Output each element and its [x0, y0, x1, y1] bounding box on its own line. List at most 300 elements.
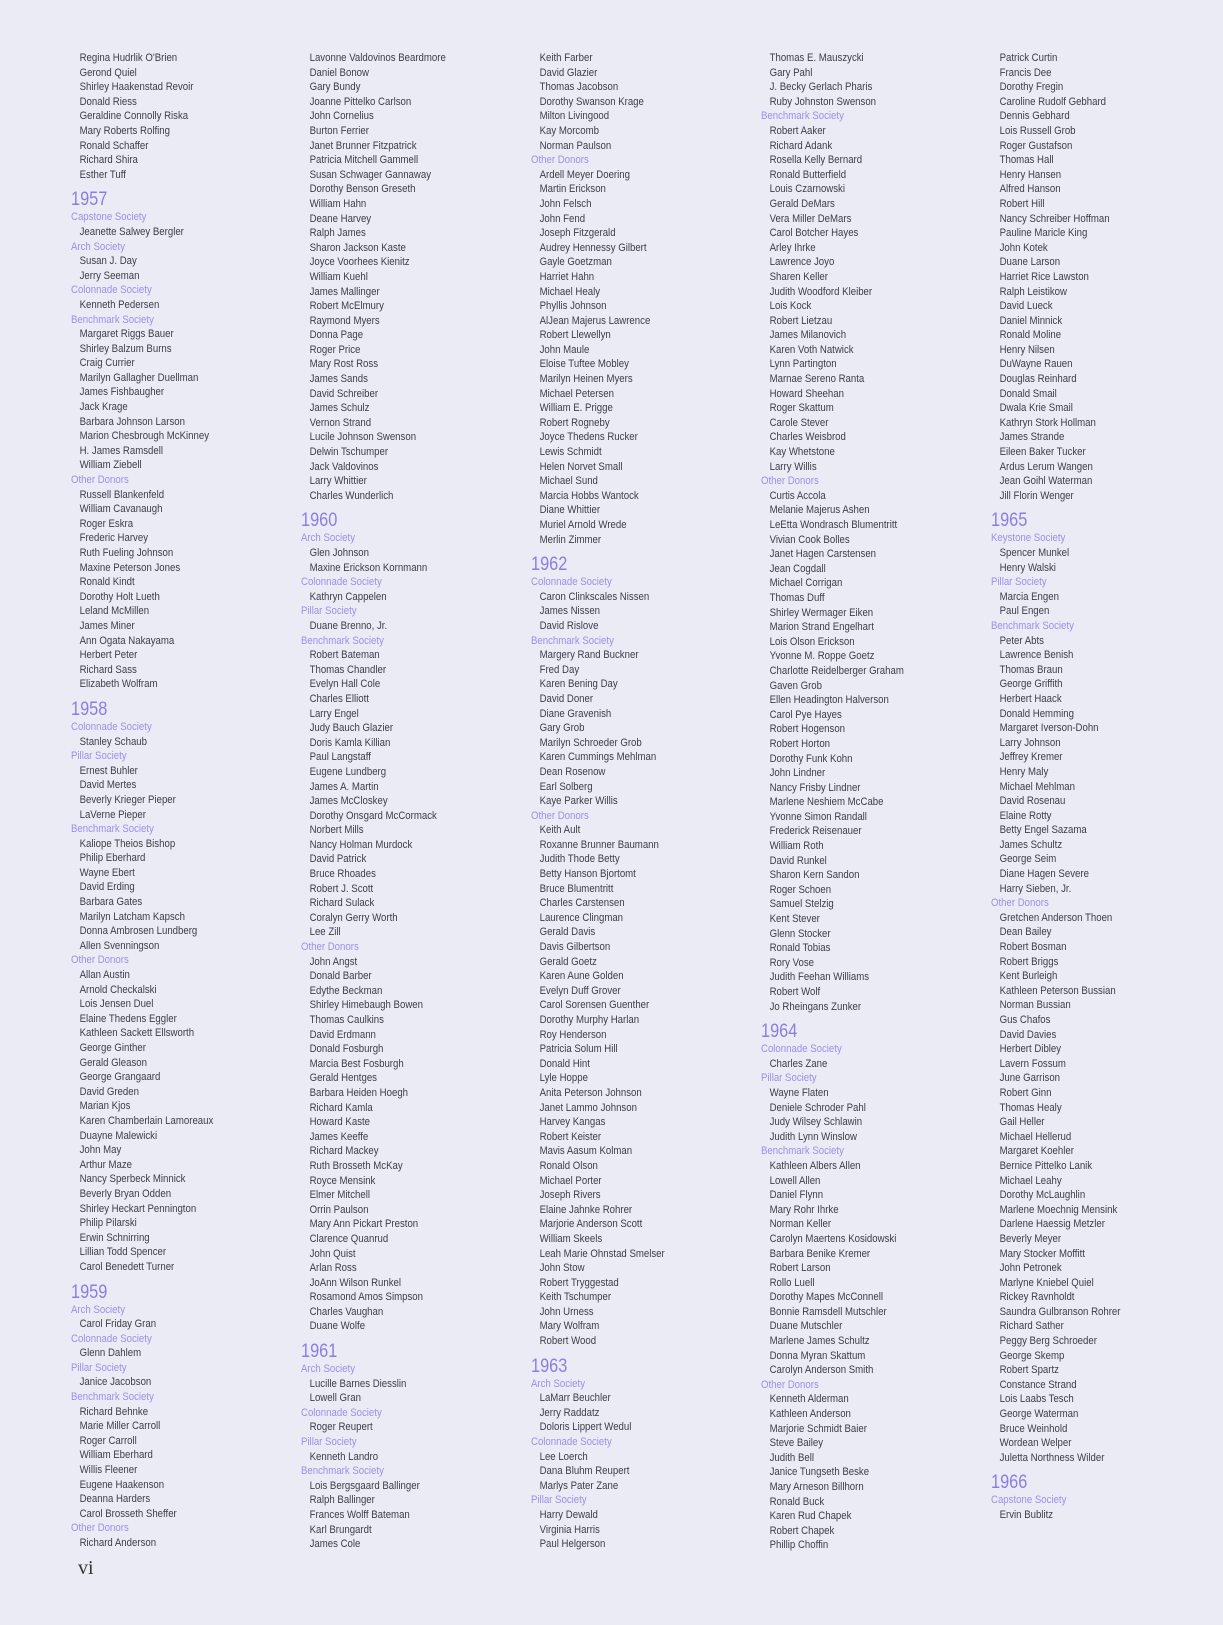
donor-name: Henry Nilsen	[999, 343, 1055, 356]
donor-name: James Milanovich	[769, 329, 847, 342]
donor-name: James Keeffe	[309, 1130, 369, 1143]
donor-name: Rory Vose	[769, 956, 814, 969]
donor-name: Ronald Buck	[769, 1495, 825, 1508]
donor-name: Keith Ault	[539, 824, 581, 837]
donor-name: Richard Behnke	[79, 1405, 149, 1418]
donor-name: Elaine Rotty	[999, 809, 1052, 822]
donor-name: David Mertes	[79, 779, 137, 792]
donor-name: Donna Page	[309, 329, 364, 342]
donor-name: Duane Larson	[999, 256, 1061, 269]
donor-name: Lois Laabs Tesch	[999, 1393, 1074, 1406]
donor-name: Eugene Haakenson	[79, 1478, 165, 1491]
donor-name: Norbert Mills	[309, 824, 364, 837]
donor-name: Robert Wolf	[769, 986, 821, 998]
donor-name: Spencer Munkel	[999, 547, 1070, 559]
donor-name: Maxine Erickson Kornmann	[309, 561, 428, 574]
donor-name: Dean Bailey	[999, 926, 1052, 939]
donor-name: Karen Bening Day	[539, 678, 618, 691]
donor-name: Lois Kock	[769, 300, 812, 313]
donor-name: Ronald Schaffer	[79, 139, 149, 152]
donor-name: Kay Whetstone	[769, 446, 835, 459]
donor-name: Henry Walski	[999, 561, 1056, 574]
donor-name: Glen Johnson	[309, 547, 369, 559]
donor-name: Lowell Gran	[309, 1392, 361, 1405]
donor-name: Lavern Fossum	[999, 1057, 1066, 1070]
donor-name: Paul Langstaff	[309, 751, 371, 764]
donor-name: Thomas Duff	[769, 591, 825, 604]
donor-name: Roy Henderson	[539, 1028, 607, 1041]
donor-name: Richard Sulack	[309, 897, 375, 910]
donor-name: Regina Hudrlik O'Brien	[79, 52, 178, 64]
donor-name: Gaven Grob	[769, 679, 823, 692]
donor-name: Charles Zane	[769, 1057, 828, 1070]
donor-name: Daniel Flynn	[769, 1189, 824, 1202]
donor-name: Ruth Fueling Johnson	[79, 547, 174, 559]
donor-name: Kent Stever	[769, 913, 820, 926]
donor-name: James Cole	[309, 1538, 361, 1551]
donor-name: George Waterman	[999, 1408, 1079, 1421]
donor-column-1	[71, 51, 293, 1551]
donor-name: Glenn Stocker	[769, 927, 831, 940]
donor-column-2	[301, 51, 523, 1552]
donor-name: Donald Hint	[539, 1057, 590, 1070]
donor-name: Kenneth Landro	[309, 1450, 379, 1463]
donor-name: Darlene Haessig Metzler	[999, 1218, 1105, 1231]
donor-name: William Kuehl	[309, 270, 368, 283]
donor-name: Thomas Healy	[999, 1101, 1062, 1114]
donor-name: Vera Miller DeMars	[769, 212, 852, 225]
donor-name: Charlotte Reidelberger Graham	[769, 664, 904, 677]
donor-name: Jeanette Salwey Bergler	[79, 225, 184, 238]
donor-name: Jerry Seeman	[79, 269, 140, 282]
donor-name: Robert Hill	[999, 197, 1045, 210]
donor-name: Ruby Johnston Swenson	[769, 95, 877, 108]
donor-name: Kenneth Alderman	[769, 1393, 849, 1406]
donor-name: AlJean Majerus Lawrence	[539, 314, 651, 327]
donor-name: Michael Petersen	[539, 387, 614, 400]
donor-name: JoAnn Wilson Runkel	[309, 1276, 402, 1289]
donor-name: David Erding	[79, 881, 135, 894]
donor-name: Arthur Maze	[79, 1158, 133, 1171]
donor-name: Beverly Bryan Odden	[79, 1187, 172, 1200]
donor-name: Philip Pilarski	[79, 1217, 137, 1230]
donor-name: Carol Botcher Hayes	[769, 227, 859, 240]
donor-name: Erwin Schnirring	[79, 1231, 150, 1244]
donor-name: Caroline Rudolf Gebhard	[999, 95, 1107, 108]
donor-name: John Maule	[539, 343, 590, 356]
donor-name: Charles Weisbrod	[769, 431, 846, 444]
donor-name: George Griffith	[999, 678, 1063, 691]
donor-name: Marilyn Schroeder Grob	[539, 736, 642, 749]
donor-name: Richard Adank	[769, 139, 833, 152]
donor-name: John Cornelius	[309, 110, 374, 123]
donor-name: Ralph Ballinger	[309, 1494, 375, 1507]
donor-name: David Rosenau	[999, 795, 1066, 808]
donor-name: Rosamond Amos Simpson	[309, 1291, 423, 1304]
donor-name: Roxanne Brunner Baumann	[539, 838, 659, 851]
donor-name: Sharon Jackson Kaste	[309, 241, 406, 254]
donor-name: Joyce Thedens Rucker	[539, 431, 638, 444]
donor-name: Saundra Gulbranson Rohrer	[999, 1305, 1121, 1318]
society-heading: Other Donors	[761, 1378, 819, 1391]
donor-name: Shirley Heckart Pennington	[79, 1202, 197, 1215]
society-heading: Other Donors	[761, 475, 819, 488]
donor-name: Mary Arneson Billhorn	[769, 1481, 864, 1493]
donor-name: Roger Carroll	[79, 1434, 137, 1447]
donor-name: John Quist	[309, 1247, 356, 1260]
donor-name: Patrick Curtin	[999, 52, 1058, 64]
donor-name: William Roth	[769, 840, 824, 853]
donor-name: Steve Bailey	[769, 1437, 824, 1450]
donor-name: Keith Tschumper	[539, 1291, 612, 1304]
donor-name: Robert Llewellyn	[539, 329, 611, 342]
donor-name: Vernon Strand	[309, 416, 372, 429]
donor-name: Larry Willis	[769, 460, 817, 473]
donor-name: Judith Woodford Kleiber	[769, 285, 873, 298]
donor-name: Roger Gustafson	[999, 139, 1073, 152]
donor-name: Yvonne Simon Randall	[769, 810, 867, 823]
donor-name: George Skemp	[999, 1349, 1065, 1362]
donor-name: John Angst	[309, 955, 358, 968]
society-heading: Pillar Society	[301, 605, 357, 618]
donor-name: Wayne Flaten	[769, 1086, 829, 1099]
donor-name: Gerald DeMars	[769, 197, 835, 210]
donor-name: Marcia Engen	[999, 590, 1059, 603]
donor-name: Donald Barber	[309, 970, 372, 983]
donor-name: Barbara Benike Kremer	[769, 1247, 871, 1260]
donor-name: Harvey Kangas	[539, 1116, 606, 1129]
donor-name: William E. Prigge	[539, 402, 613, 415]
donor-name: Robert Bosman	[999, 941, 1067, 954]
donor-name: Deniele Schroder Pahl	[769, 1101, 866, 1114]
donor-name: Curtis Accola	[769, 489, 826, 502]
donor-name: Barbara Johnson Larson	[79, 415, 185, 428]
donor-name: Duayne Malewicki	[79, 1129, 158, 1142]
donor-name: Kent Burleigh	[999, 970, 1058, 983]
donor-name: Gayle Goetzman	[539, 256, 612, 269]
donor-name: Jerry Raddatz	[539, 1406, 600, 1419]
donor-name: Jean Cogdall	[769, 562, 826, 575]
donor-name: Mary Rost Ross	[309, 358, 379, 371]
donor-name: Marian Kjos	[79, 1100, 131, 1113]
class-year-heading: 1966	[991, 1472, 1028, 1494]
donor-name: Thomas Caulkins	[309, 1014, 384, 1026]
donor-name: Jack Valdovinos	[309, 460, 379, 473]
donor-name: Marie Miller Carroll	[79, 1420, 161, 1433]
donor-name: Margaret Iverson-Dohn	[999, 722, 1099, 735]
donor-name: William Hahn	[309, 197, 367, 210]
donor-name: Marlene Moechnig Mensink	[999, 1203, 1118, 1216]
donor-name: Ernest Buhler	[79, 764, 138, 777]
donor-name: Shirley Haakenstad Revoir	[79, 81, 194, 94]
donor-name: Philip Eberhard	[79, 852, 146, 865]
donor-name: Janice Tungseth Beske	[769, 1466, 870, 1479]
donor-name: Joseph Rivers	[539, 1189, 601, 1202]
donor-name: Thomas Jacobson	[539, 81, 619, 94]
donor-name: Louis Czarnowski	[769, 183, 845, 196]
donor-name: John Lindner	[769, 767, 826, 780]
donor-name: Ellen Headington Halverson	[769, 694, 889, 707]
donor-name: James Schultz	[999, 838, 1063, 851]
donor-name: Harriet Rice Lawston	[999, 270, 1089, 283]
donor-name: Earl Solberg	[539, 780, 593, 793]
donor-name: Roger Schoen	[769, 883, 832, 896]
donor-name: Marlene James Schultz	[769, 1335, 870, 1348]
donor-name: Henry Hansen	[999, 168, 1062, 181]
donor-name: Paul Engen	[999, 605, 1050, 618]
donor-name: Mavis Aasum Kolman	[539, 1145, 633, 1158]
donor-name: Robert McElmury	[309, 300, 384, 313]
donor-name: Marion Strand Engelhart	[769, 621, 874, 634]
donor-name: Ardell Meyer Doering	[539, 168, 630, 181]
donor-name: Barbara Heiden Hoegh	[309, 1086, 409, 1099]
donor-name: Kathryn Stork Hollman	[999, 416, 1096, 429]
donor-name: Karen Aune Golden	[539, 970, 624, 983]
donor-name: Judith Thode Betty	[539, 853, 620, 866]
donor-name: Eileen Baker Tucker	[999, 446, 1086, 459]
donor-name: Beverly Meyer	[999, 1232, 1062, 1245]
donor-name: Coralyn Gerry Worth	[309, 911, 398, 924]
donor-name: Robert Briggs	[999, 955, 1059, 968]
society-heading: Benchmark Society	[761, 110, 844, 123]
donor-name: Gerald Davis	[539, 926, 596, 939]
donor-name: Jill Florin Wenger	[999, 489, 1074, 502]
donor-name: Robert Rogneby	[539, 416, 610, 429]
donor-name: Robert Ginn	[999, 1086, 1052, 1099]
donor-name: Marilyn Latcham Kapsch	[79, 910, 185, 923]
donor-name: Dana Bluhm Reupert	[539, 1465, 630, 1478]
donor-name: Mary Wolfram	[539, 1320, 600, 1333]
society-heading: Pillar Society	[991, 576, 1047, 589]
donor-name: Karen Voth Natwick	[769, 343, 854, 356]
donor-name: Robert Spartz	[999, 1364, 1059, 1377]
donor-name: Judith Bell	[769, 1451, 814, 1464]
donor-name: Gerald Gleason	[79, 1056, 147, 1069]
donor-name: Milton Livingood	[539, 110, 610, 123]
donor-name: Dorothy Funk Kohn	[769, 752, 853, 765]
donor-name: John Urness	[539, 1305, 594, 1318]
donor-name: Lewis Schmidt	[539, 446, 602, 459]
donor-name: LaMarr Beuchler	[539, 1392, 611, 1405]
donor-name: Kathryn Cappelen	[309, 590, 387, 603]
donor-name: Roger Reupert	[309, 1421, 373, 1434]
donor-name: Bonnie Ramsdell Mutschler	[769, 1305, 887, 1318]
donor-name: Jean Goihl Waterman	[999, 475, 1093, 488]
donor-column-4	[761, 51, 983, 1553]
donor-name: LaVerne Pieper	[79, 808, 146, 821]
donor-name: Robert Larson	[769, 1262, 831, 1275]
donor-name: Keith Farber	[539, 52, 593, 64]
class-year-heading: 1960	[301, 510, 338, 532]
donor-name: Bruce Weinhold	[999, 1422, 1068, 1435]
donor-name: David Greden	[79, 1085, 139, 1098]
donor-name: Nancy Schreiber Hoffman	[999, 212, 1110, 225]
donor-name: Daniel Minnick	[999, 314, 1063, 327]
donor-name: Robert Wood	[539, 1335, 597, 1348]
donor-name: Sharen Keller	[769, 270, 828, 283]
donor-name: Donald Riess	[79, 95, 137, 108]
donor-name: J. Becky Gerlach Pharis	[769, 81, 873, 94]
donor-name: Evelyn Duff Grover	[539, 984, 621, 997]
donor-name: Dorothy Mapes McConnell	[769, 1291, 883, 1304]
donor-name: Larry Engel	[309, 707, 359, 720]
donor-name: Merlin Zimmer	[539, 533, 602, 546]
society-heading: Other Donors	[531, 809, 589, 822]
society-heading: Other Donors	[71, 1522, 129, 1535]
donor-name: Dennis Gebhard	[999, 110, 1070, 123]
donor-name: Martin Erickson	[539, 183, 606, 196]
donor-name: Michael Healy	[539, 285, 601, 298]
donor-name: David Lueck	[999, 300, 1053, 313]
donor-name: Carole Stever	[769, 416, 829, 429]
donor-name: David Glazier	[539, 66, 598, 79]
donor-name: Daniel Bonow	[309, 66, 369, 79]
donor-name: Marilyn Heinen Myers	[539, 373, 633, 386]
donor-name: Michael Sund	[539, 475, 598, 488]
donor-name: Donald Hemming	[999, 707, 1074, 720]
donor-name: Joanne Pittelko Carlson	[309, 95, 412, 108]
donor-name: Karen Chamberlain Lamoreaux	[79, 1114, 214, 1127]
donor-name: Michael Corrigan	[769, 577, 843, 590]
donor-name: David Erdmann	[309, 1028, 376, 1041]
donor-name: Muriel Arnold Wrede	[539, 519, 627, 531]
class-year-heading: 1964	[761, 1021, 798, 1043]
donor-name: Samuel Stelzig	[769, 898, 834, 911]
donor-name: Michael Mehlman	[999, 780, 1075, 793]
donor-name: Dean Rosenow	[539, 765, 606, 778]
society-heading: Keystone Society	[991, 532, 1066, 545]
society-heading: Arch Society	[301, 532, 356, 545]
donor-name: Pauline Maricle King	[999, 227, 1088, 240]
donor-name: Helen Norvet Small	[539, 460, 623, 473]
donor-column-5	[991, 51, 1213, 1523]
donor-name: Willis Fleener	[79, 1464, 138, 1477]
donor-name: Duane Wolfe	[309, 1320, 366, 1333]
class-year-heading: 1963	[531, 1355, 568, 1377]
donor-name: Robert Keister	[539, 1130, 602, 1143]
donor-name: Elmer Mitchell	[309, 1189, 371, 1202]
donor-name: Robert Tryggestad	[539, 1276, 619, 1289]
donor-name: Melanie Majerus Ashen	[769, 504, 870, 517]
donor-name: Glenn Dahlem	[79, 1347, 142, 1360]
society-heading: Benchmark Society	[301, 1465, 384, 1478]
donor-name: Nancy Frisby Lindner	[769, 781, 861, 794]
donor-name: Esther Tuff	[79, 168, 126, 181]
donor-name: Mary Ann Pickart Preston	[309, 1218, 419, 1231]
donor-name: William Ziebell	[79, 459, 142, 472]
society-heading: Benchmark Society	[71, 823, 154, 836]
donor-name: Roger Skattum	[769, 402, 834, 415]
donor-name: DuWayne Rauen	[999, 358, 1073, 371]
donor-name: Allan Austin	[79, 969, 130, 982]
donor-name: Gail Heller	[999, 1116, 1045, 1129]
donor-name: Judith Lynn Winslow	[769, 1130, 857, 1143]
donor-name: Juletta Northness Wilder	[999, 1451, 1105, 1464]
donor-name: Harry Dewald	[539, 1509, 598, 1521]
donor-name: Kaliope Theios Bishop	[79, 837, 176, 850]
donor-name: Karl Brungardt	[309, 1523, 372, 1536]
donor-name: James Mallinger	[309, 285, 380, 298]
donor-name: Ervin Bublitz	[999, 1509, 1054, 1521]
donor-name: John Felsch	[539, 197, 592, 210]
donor-name: Donald Smail	[999, 387, 1057, 400]
donor-name: Thomas Chandler	[309, 663, 387, 676]
donor-name: Janet Brunner Fitzpatrick	[309, 139, 417, 152]
donor-name: Fred Day	[539, 663, 580, 676]
donor-name: Norman Keller	[769, 1218, 832, 1231]
donor-name: Carol Friday Gran	[79, 1318, 157, 1331]
donor-name: June Garrison	[999, 1072, 1061, 1085]
donor-name: Patricia Mitchell Gammell	[309, 154, 419, 167]
donor-name: Deanna Harders	[79, 1493, 151, 1506]
donor-name: Joyce Voorhees Kienitz	[309, 256, 410, 269]
donor-name: Michael Hellerud	[999, 1130, 1072, 1143]
donor-name: Ronald Butterfield	[769, 168, 847, 181]
donor-name: Rosella Kelly Bernard	[769, 154, 863, 167]
donor-name: Marjorie Schmidt Baier	[769, 1422, 867, 1435]
society-heading: Arch Society	[531, 1377, 586, 1390]
class-year-heading: 1962	[531, 554, 568, 576]
class-year-heading: 1957	[71, 189, 108, 211]
donor-name: Betty Engel Sazama	[999, 824, 1087, 837]
donor-name: Roger Eskra	[79, 517, 134, 530]
donor-name: George Seim	[999, 853, 1057, 866]
donor-name: Dorothy McLaughlin	[999, 1189, 1086, 1202]
donor-name: Carol Pye Hayes	[769, 708, 842, 721]
donor-column-3	[531, 51, 753, 1552]
donor-name: William Skeels	[539, 1232, 603, 1245]
donor-name: Michael Leahy	[999, 1174, 1062, 1187]
donor-name: James Strande	[999, 431, 1065, 444]
donor-name: Vivian Cook Bolles	[769, 533, 850, 546]
donor-name: Geraldine Connolly Riska	[79, 110, 189, 123]
donor-name: Richard Anderson	[79, 1537, 157, 1549]
donor-name: Kathleen Anderson	[769, 1408, 851, 1421]
donor-name: George Ginther	[79, 1042, 146, 1054]
donor-name: Marnae Sereno Ranta	[769, 373, 865, 386]
donor-name: David Rislove	[539, 619, 599, 632]
donor-name: Shirley Balzum Burns	[79, 342, 172, 355]
donor-name: James Schulz	[309, 402, 370, 415]
donor-name: Donald Fosburgh	[309, 1043, 384, 1056]
donor-name: Peter Abts	[999, 634, 1044, 647]
donor-name: Rickey Ravnholdt	[999, 1291, 1075, 1304]
donor-name: Nancy Holman Murdock	[309, 838, 413, 851]
society-heading: Colonnade Society	[71, 284, 152, 297]
donor-name: James A. Martin	[309, 780, 379, 793]
donor-name: Richard Sather	[999, 1320, 1064, 1333]
donor-name: Judy Wilsey Schlawin	[769, 1116, 863, 1129]
society-heading: Benchmark Society	[991, 619, 1074, 632]
donor-name: John Stow	[539, 1262, 585, 1275]
donor-name: David Schreiber	[309, 387, 379, 400]
donor-name: Rollo Luell	[769, 1276, 815, 1289]
donor-name: Lee Loerch	[539, 1450, 588, 1463]
donor-name: Paul Helgerson	[539, 1538, 606, 1551]
class-year-heading: 1965	[991, 510, 1028, 532]
donor-name: David Davies	[999, 1028, 1057, 1041]
donor-name: Virginia Harris	[539, 1523, 600, 1536]
donor-name: Carolyn Anderson Smith	[769, 1364, 874, 1377]
donor-name: David Runkel	[769, 854, 827, 867]
donor-name: Leah Marie Ohnstad Smelser	[539, 1247, 665, 1260]
donor-name: Anita Peterson Johnson	[539, 1086, 642, 1099]
society-heading: Benchmark Society	[761, 1145, 844, 1158]
society-heading: Benchmark Society	[301, 634, 384, 647]
donor-name: Gerald Goetz	[539, 955, 597, 968]
donor-name: Frederic Harvey	[79, 532, 149, 545]
donor-name: Ann Ogata Nakayama	[79, 634, 175, 647]
